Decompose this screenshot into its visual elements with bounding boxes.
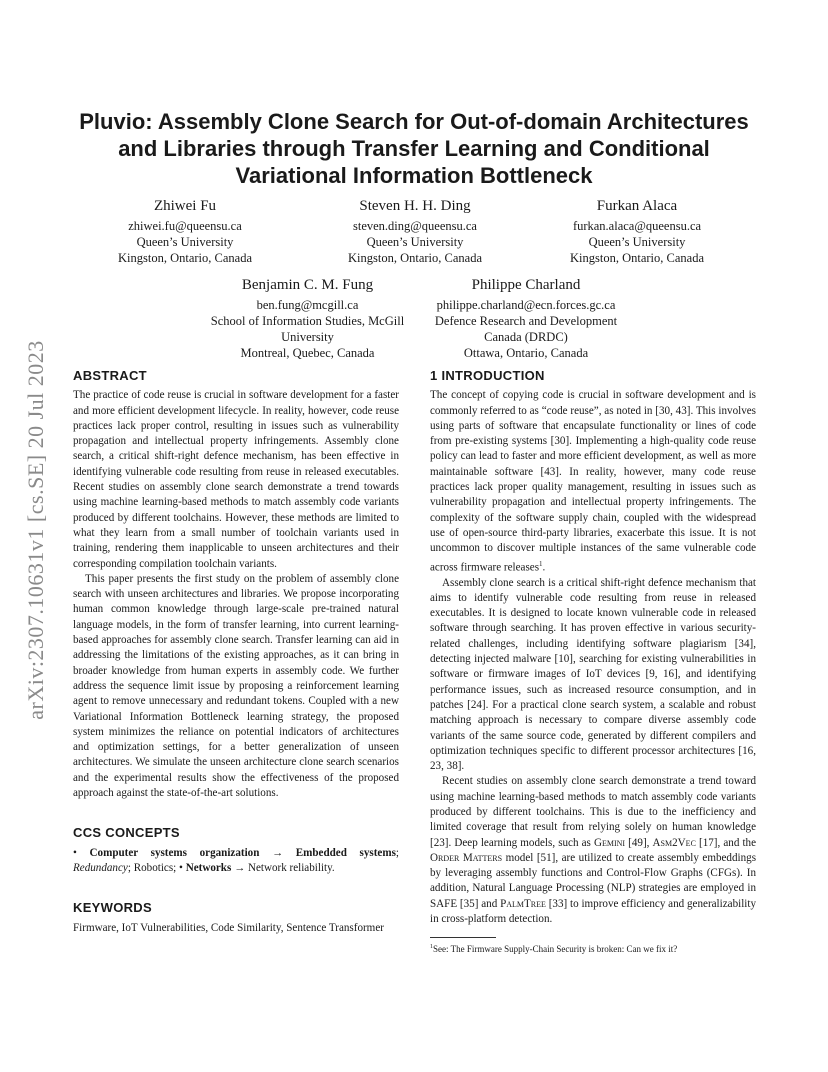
author-name: Philippe Charland [471, 277, 581, 293]
intro-paragraph-text: [33] to improve efficiency and generalizability in cross-platform detection. [430, 897, 756, 926]
ccs-concept-term: Redundancy [73, 861, 128, 874]
model-name-gemini: Gemini [593, 836, 626, 849]
author-location: Montreal, Quebec, Canada [240, 346, 375, 360]
footnote-number: 1 [430, 944, 433, 951]
arxiv-identifier: arXiv:2307.10631v1 [cs.SE] 20 Jul 2023 [23, 340, 48, 720]
intro-paragraph-end: . [542, 561, 546, 574]
ccs-concept-term: Networks [185, 861, 232, 874]
ccs-separator: ; Robotics; [127, 861, 180, 874]
ccs-arrow: → [259, 846, 296, 859]
footnote-rule [430, 937, 496, 938]
footnote-marker[interactable]: 1 [539, 559, 543, 568]
author-location: Ottawa, Ontario, Canada [463, 346, 589, 360]
author-block-1 [100, 197, 270, 266]
introduction-heading: 1 INTRODUCTION [430, 368, 545, 383]
intro-paragraph [430, 388, 756, 575]
author-email: furkan.alaca@queensu.ca [572, 219, 702, 233]
author-email: ben.fung@mcgill.ca [256, 298, 359, 312]
author-location: Kingston, Ontario, Canada [347, 251, 482, 265]
footnote-text: See: The Firmware Supply-Chain Security is broken: Can we fix it? [433, 944, 678, 955]
author-name: Furkan Alaca [596, 198, 678, 214]
author-email: philippe.charland@ecn.forces.gc.ca [436, 298, 616, 312]
ccs-concepts [73, 846, 399, 877]
author-block-2 [325, 197, 505, 266]
ccs-arrow: → [231, 861, 248, 874]
author-name: Zhiwei Fu [153, 198, 217, 214]
author-email: zhiwei.fu@queensu.ca [128, 219, 242, 233]
author-block-5 [420, 276, 632, 361]
intro-paragraph-text: The concept of copying code is crucial in software development and is commonly referred to as “code reuse”, as noted in [30, 43]. This involves using parts of software that encapsulate functionality or lines of code from pre-existing systems [30]. Implementing a high-quality code reuse policy can lead to faster and more efficient development, as well as more maintainable software [43]. In reality, however, many code reuse practices lack proper quality management, resulting in issues such as vulnerability propagation and intellectual property infringements. The complexity of the software supply chain, coupled with the widespread use of open-source third-party libraries, exacerbate this issue. It is not uncommon to discover multiple instances of the same vulnerable code across firmware releases [430, 389, 756, 574]
arxiv-sidebar [16, 300, 56, 760]
intro-paragraph [430, 774, 756, 927]
model-name-order-matters: Order Matters [430, 851, 503, 864]
abstract-heading: ABSTRACT [73, 368, 147, 383]
intro-paragraph-text: Recent studies on assembly clone search demonstrate a trend toward using machine learning-based methods to match assembly code variants produced by different toolchains. This is due to the inefficiency and limited coverage that result from relying solely on human knowledge [23]. Deep learning models, such as [430, 775, 756, 849]
model-name-asm2vec: Asm2Vec [652, 836, 696, 849]
abstract-paragraph: The practice of code reuse is crucial in software development for a faster and more efficient development lifecycle. In reality, however, code reuse practices lack proper control, resulting in issues such as vulnerability propagation and intellectual property infringements. Assembly clone search, a critical shift-right defence mechanism, has been effective in identifying vulnerable code resulting from reuse in released executables. Recent studies on assembly clone search demonstrate a trend towards using machine learning-based methods to match assembly code variants produced by different toolchains. However, these methods are limited to what they learn from a small number of toolchain variants used in training, rendering them inapplicable to unseen architectures and their corresponding compilation toolchain variants. [73, 389, 399, 570]
author-location: Kingston, Ontario, Canada [569, 251, 704, 265]
author-affiliation: Queen’s University [366, 235, 464, 249]
author-name: Steven H. H. Ding [359, 198, 471, 214]
ccs-bullet: • [179, 861, 183, 874]
author-block-4 [195, 276, 420, 361]
intro-paragraph-text: [17], and the [695, 836, 757, 849]
ccs-heading: CCS CONCEPTS [73, 825, 180, 841]
intro-paragraph-text: [49], [625, 836, 653, 849]
intro-paragraph-text: model [51], are utilized to create assembly embeddings by leveraging assembly functions and Control-Flow Graphs (CFGs). In addition, Natural Language Processing (NLP) strategies are employed in SAFE [35] and [430, 851, 757, 910]
author-email: steven.ding@queensu.ca [353, 219, 477, 233]
abstract-paragraph: This paper presents the first study on the problem of assembly clone search with unseen architectures and libraries. We propose incorporating human common knowledge through large-scale pre-trained natural language models, in the form of transfer learning, into current learning-based approaches for assembly clone search. Transfer learning can aid in addressing the limitations of the existing approaches, as it can bring in broader knowledge from human experts in assembly code. We further address the sequence limit issue by proposing a reinforcement learning agent to remove unnecessary and redundant tokens. Coupled with a new Variational Information Bottleneck learning strategy, the proposed system minimizes the reliance on potential indicators of architectures and optimization settings, for a better generalization of unseen architectures. We simulate the unseen architecture clone search scenarios and the experimental results show the effectiveness of the proposed approach against the state-of-the-art solutions. [73, 572, 399, 800]
keywords-heading: KEYWORDS [73, 900, 152, 916]
author-name: Benjamin C. M. Fung [241, 277, 374, 293]
right-column [430, 368, 756, 955]
left-column [73, 368, 399, 936]
ccs-concept-term: Network reliability. [247, 861, 335, 874]
ccs-concept-term: Embedded systems [295, 846, 396, 859]
ccs-separator: ; [395, 846, 399, 859]
author-affiliation: School of Information Studies, McGill University [210, 314, 405, 344]
footnote [430, 941, 756, 955]
author-block-3 [552, 197, 722, 266]
author-affiliation: Defence Research and Development Canada (DRDC) [434, 314, 618, 344]
author-affiliation: Queen’s University [588, 235, 686, 249]
model-name-palmtree: PalmTree [500, 897, 546, 910]
author-affiliation: Queen’s University [136, 235, 234, 249]
keywords-text: Firmware, IoT Vulnerabilities, Code Similarity, Sentence Transformer [73, 921, 384, 934]
author-location: Kingston, Ontario, Canada [117, 251, 252, 265]
ccs-concept-term: Computer systems organization [89, 846, 260, 859]
paper-title: Pluvio: Assembly Clone Search for Out-of-domain Architectures and Libraries through Transfer Learning and Conditional Variational Information Bottleneck [79, 109, 749, 188]
intro-paragraph: Assembly clone search is a critical shift-right defence mechanism that aims to identify vulnerable code resulting from reuse in released executables. It is designed to locate known vulnerable code in released software through searching. It has proven effective in various security-related challenges, including identifying software plagiarism [34], detecting injected malware [10], searching for existing vulnerabilities in software or firmware images of IoT devices [9, 16], and identifying performance issues, such as increased resource consumption, and in patches [24]. For a practical clone search system, a scalable and robust matching approach is necessary to compare diverse assembly code variants of the same source code, generated by different compilers and optimization techniques specific to different processor architectures [16, 23, 38]. [430, 576, 756, 773]
ccs-bullet: • [73, 846, 77, 859]
